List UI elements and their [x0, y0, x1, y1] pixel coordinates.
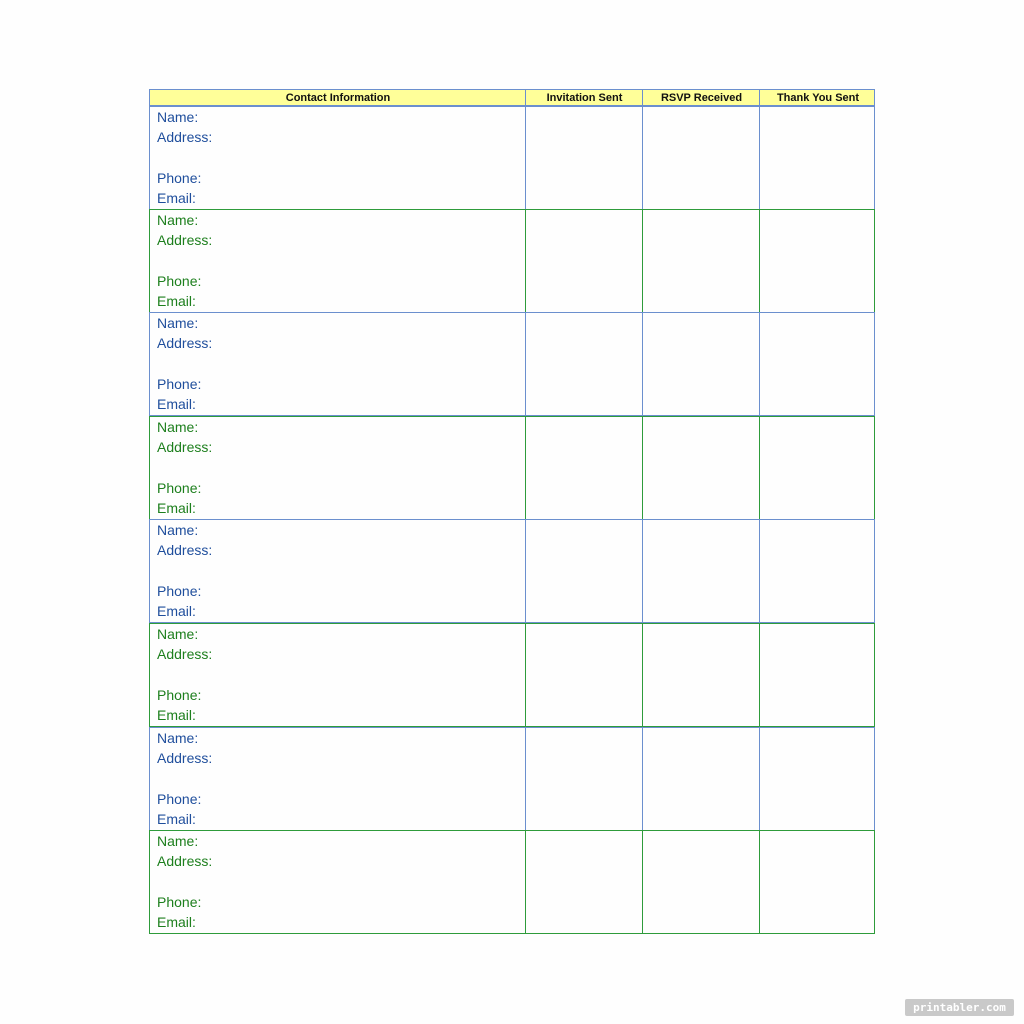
column-divider: [759, 728, 760, 830]
cell-rsvp-received[interactable]: [643, 107, 759, 209]
cell-thank-you-sent[interactable]: [760, 210, 874, 312]
cell-invitation-sent[interactable]: [526, 728, 642, 830]
field-label-address: Address:: [157, 853, 213, 870]
column-divider: [525, 210, 526, 312]
cell-rsvp-received[interactable]: [643, 831, 759, 933]
contact-row: [149, 519, 875, 623]
field-label-name: Name:: [157, 418, 199, 435]
column-divider: [525, 831, 526, 933]
header-contact-information: Contact Information: [285, 92, 391, 104]
cell-invitation-sent[interactable]: [526, 210, 642, 312]
field-label-address: Address:: [157, 438, 213, 455]
column-divider: [642, 107, 643, 209]
field-label-email: Email:: [157, 707, 196, 723]
cell-thank-you-sent[interactable]: [760, 107, 874, 209]
cell-rsvp-received[interactable]: [643, 210, 759, 312]
field-label-email: Email:: [157, 810, 196, 827]
cell-invitation-sent[interactable]: [526, 624, 642, 726]
column-divider: [525, 624, 526, 726]
column-divider: [759, 831, 760, 933]
field-label-phone: Phone:: [157, 376, 202, 393]
field-label-name: Name:: [157, 833, 199, 850]
field-label-email: Email:: [157, 603, 196, 620]
table-header-row: [149, 89, 875, 106]
header-divider: [759, 90, 760, 106]
cell-rsvp-received[interactable]: [643, 728, 759, 830]
field-label-name: Name:: [157, 626, 199, 642]
header-rsvp-received: RSVP Received: [660, 92, 743, 104]
column-divider: [642, 728, 643, 830]
column-divider: [525, 520, 526, 622]
column-divider: [642, 624, 643, 726]
column-divider: [525, 728, 526, 830]
header-divider: [525, 90, 526, 106]
field-label-address: Address:: [157, 231, 213, 248]
field-label-name: Name:: [157, 522, 199, 539]
column-divider: [759, 210, 760, 312]
cell-invitation-sent[interactable]: [526, 313, 642, 415]
column-divider: [759, 520, 760, 622]
column-divider: [642, 520, 643, 622]
contact-tracker-table: [149, 89, 875, 936]
cell-invitation-sent[interactable]: [526, 520, 642, 622]
field-label-email: Email:: [157, 190, 196, 206]
field-label-phone: Phone:: [157, 170, 202, 186]
column-divider: [525, 417, 526, 519]
cell-rsvp-received[interactable]: [643, 417, 759, 519]
field-label-phone: Phone:: [157, 790, 202, 807]
column-divider: [759, 313, 760, 415]
cell-invitation-sent[interactable]: [526, 831, 642, 933]
column-divider: [759, 624, 760, 726]
field-label-name: Name:: [157, 315, 199, 332]
field-label-name: Name:: [157, 211, 199, 228]
cell-thank-you-sent[interactable]: [760, 417, 874, 519]
header-invitation-sent: Invitation Sent: [546, 92, 623, 104]
field-label-email: Email:: [157, 292, 196, 309]
field-label-address: Address:: [157, 335, 213, 352]
watermark-badge: printabler.com: [905, 999, 1014, 1016]
field-label-email: Email:: [157, 396, 196, 413]
cell-rsvp-received[interactable]: [643, 313, 759, 415]
contact-row: [149, 416, 875, 520]
contact-row: [149, 623, 875, 727]
contact-row: [149, 312, 875, 416]
column-divider: [642, 210, 643, 312]
cell-invitation-sent[interactable]: [526, 417, 642, 519]
column-divider: [642, 831, 643, 933]
header-thank-you-sent: Thank You Sent: [776, 92, 860, 104]
field-label-phone: Phone:: [157, 894, 202, 911]
column-divider: [759, 417, 760, 519]
column-divider: [525, 107, 526, 209]
field-label-address: Address:: [157, 129, 213, 145]
field-label-email: Email:: [157, 499, 196, 516]
field-label-phone: Phone:: [157, 272, 202, 289]
cell-rsvp-received[interactable]: [643, 624, 759, 726]
cell-thank-you-sent[interactable]: [760, 313, 874, 415]
field-label-name: Name:: [157, 109, 199, 125]
column-divider: [525, 313, 526, 415]
cell-thank-you-sent[interactable]: [760, 831, 874, 933]
field-label-name: Name:: [157, 729, 199, 746]
cell-thank-you-sent[interactable]: [760, 520, 874, 622]
field-label-phone: Phone:: [157, 583, 202, 600]
cell-rsvp-received[interactable]: [643, 520, 759, 622]
field-label-address: Address:: [157, 542, 213, 559]
cell-thank-you-sent[interactable]: [760, 728, 874, 830]
contact-row: [149, 106, 875, 210]
contact-row: [149, 209, 875, 313]
field-label-address: Address:: [157, 646, 213, 662]
contact-row: [149, 727, 875, 831]
column-divider: [759, 107, 760, 209]
contact-row: [149, 830, 875, 934]
field-label-address: Address:: [157, 749, 213, 766]
cell-invitation-sent[interactable]: [526, 107, 642, 209]
field-label-phone: Phone:: [157, 687, 202, 703]
field-label-email: Email:: [157, 914, 196, 931]
column-divider: [642, 417, 643, 519]
column-divider: [642, 313, 643, 415]
cell-thank-you-sent[interactable]: [760, 624, 874, 726]
field-label-phone: Phone:: [157, 479, 202, 496]
header-divider: [642, 90, 643, 106]
